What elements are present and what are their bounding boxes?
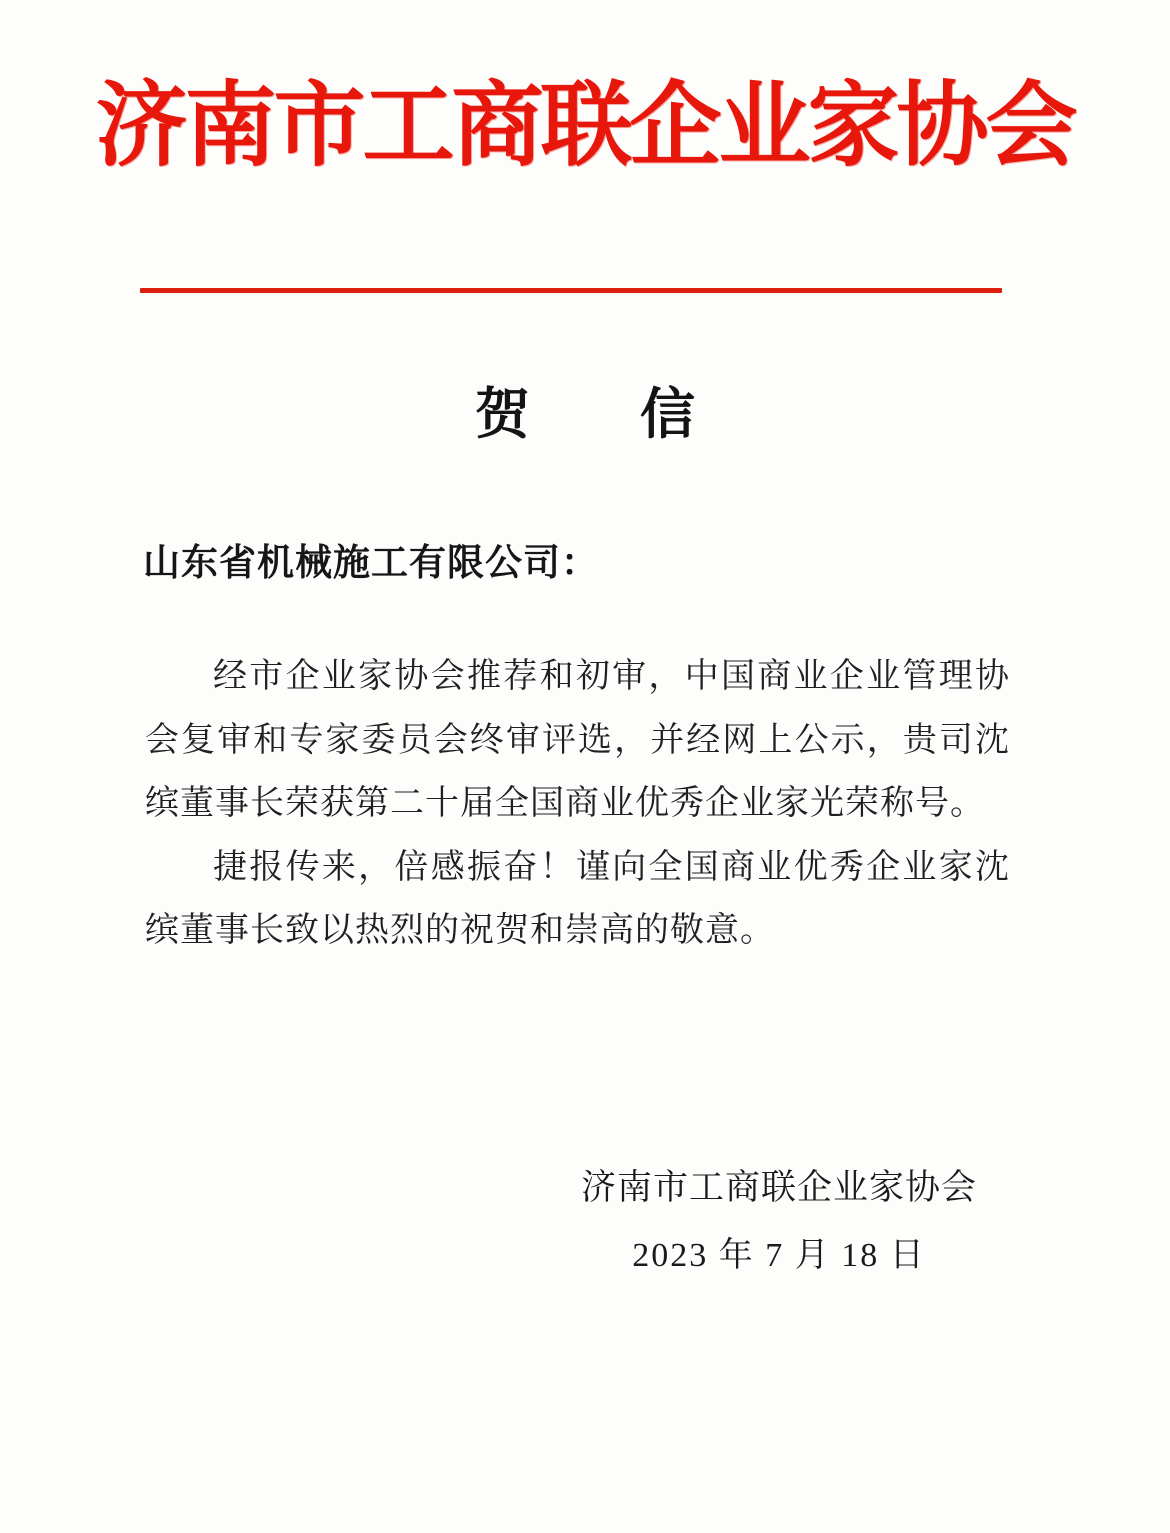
red-divider-line <box>140 288 1002 293</box>
signature-block <box>581 1168 977 1276</box>
letterhead-title: 济南市工商联企业家协会 <box>95 75 1075 177</box>
addressee-line: 山东省机械施工有限公司： <box>143 543 599 584</box>
document-title: 贺 信 <box>474 384 695 445</box>
body-paragraph-2: 捷报传来，倍感振奋！谨向全国商业优秀企业家沈缤董事长致以热烈的祝贺和崇高的敬意。 <box>145 848 1010 949</box>
signature-org-name: 济南市工商联企业家协会 <box>580 1168 977 1207</box>
letter-body <box>145 645 1010 963</box>
body-paragraph-1: 经市企业家协会推荐和初审，中国商业企业管理协会复审和专家委员会终审评选，并经网上公示，贵司沈缤董事长荣获第二十届全国商业优秀企业家光荣称号。 <box>145 658 1010 822</box>
signature-date: 2023 年 7 月 18 日 <box>632 1237 926 1274</box>
